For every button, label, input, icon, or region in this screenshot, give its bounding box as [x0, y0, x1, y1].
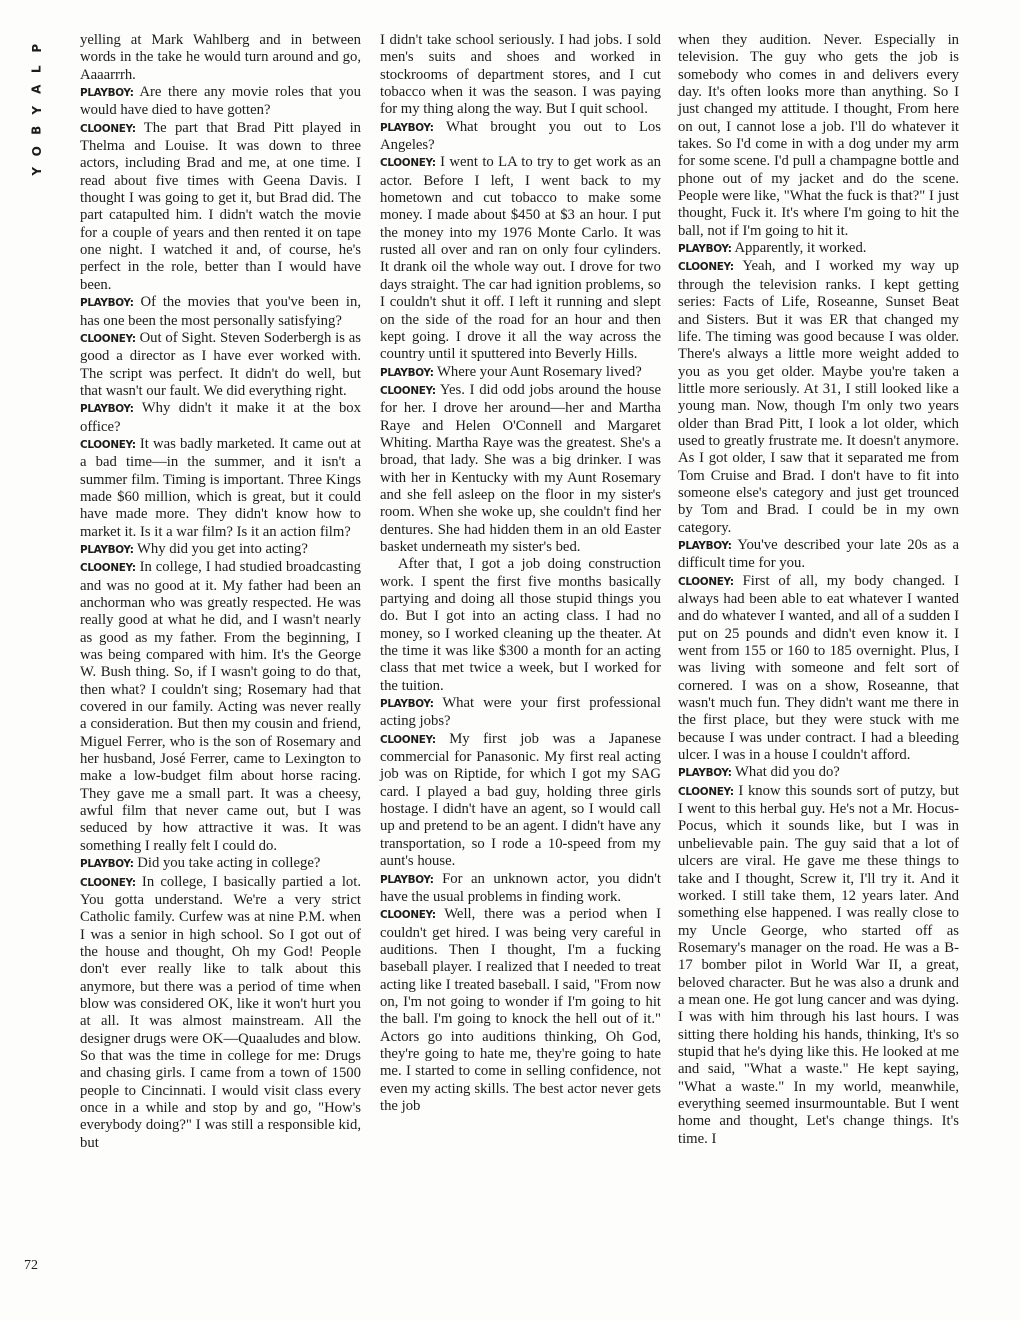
speaker-label: PLAYBOY: [678, 767, 732, 780]
paragraph-text: After that, I got a job doing construction work. I spent the first five months basically partying and doing all those stupid things you do. But I got into an acting class. I had no money, so I worked cleaning up the theater. At the time it was like $300 a month for an acting class that met twice a week, but I worked for the tuition. [380, 556, 661, 694]
text-column-1 [80, 32, 361, 1152]
speaker-label: PLAYBOY: [678, 243, 732, 256]
paragraph-text: Why didn't it make it at the box office? [80, 400, 361, 435]
interview-paragraph [678, 764, 959, 782]
paragraph-text: Yes. I did odd jobs around the house for her. I drove her around—her and Martha Raye and Helen O'Connell and Margaret Whiting. Martha Raye was the greatest. She's a broad, that lady. She was a big drinker. I was with her in Kentucky with my Aunt Rosemary and she fell asleep on the floor in my sister's room. When she woke up, she couldn't find her dentures. She had hidden them in an old Easter basket underneath my sister's bed. [380, 381, 661, 555]
interview-paragraph [380, 556, 661, 695]
interview-paragraph [380, 871, 661, 907]
interview-paragraph [678, 573, 959, 765]
paragraph-text: Did you take acting in college? [137, 855, 321, 872]
interview-paragraph [80, 330, 361, 400]
interview-paragraph [80, 32, 361, 84]
interview-paragraph [678, 537, 959, 573]
paragraph-text: My first job was a Japanese commercial for Panasonic. My first real acting job was on Riptide, for which I got my SAG card. I played a bad guy, holding three girls hostage. I didn't have an agent, so I would call up and pretend to be an agent. I didn't have any transportation, so I rode a 10-speed from my aunt's house. [380, 730, 661, 870]
speaker-label: PLAYBOY: [380, 698, 434, 711]
paragraph-text: What brought you out to Los Angeles? [380, 118, 661, 154]
speaker-label: PLAYBOY: [80, 297, 134, 310]
masthead-letter: A [29, 84, 44, 94]
speaker-label: PLAYBOY: [80, 87, 134, 100]
speaker-label: CLOONEY: [678, 785, 734, 798]
speaker-label: CLOONEY: [678, 575, 734, 588]
paragraph-text: Apparently, it worked. [734, 240, 867, 257]
speaker-label: PLAYBOY: [80, 543, 134, 556]
speaker-label: CLOONEY: [80, 876, 136, 889]
speaker-label: PLAYBOY: [380, 873, 434, 886]
paragraph-text: It was badly marketed. It came out at a bad time—in the summer, and it isn't a summer film. Timing is important. Three Kings made $60 million, which is great, but it could have made more. They didn't know how to market it. Is it a war film? Is it an action film? [80, 435, 362, 540]
interview-paragraph [380, 364, 661, 382]
interview-paragraph [380, 695, 661, 731]
interview-paragraph [80, 541, 361, 559]
speaker-label: CLOONEY: [380, 157, 436, 170]
paragraph-text: Why did you get into acting? [137, 540, 308, 557]
speaker-label: CLOONEY: [380, 909, 436, 922]
interview-paragraph [678, 240, 959, 258]
interview-paragraph [380, 382, 661, 556]
speaker-label: CLOONEY: [80, 438, 136, 451]
masthead-letter: Y [29, 105, 44, 115]
page-number: 72 [24, 1258, 38, 1273]
interview-paragraph [80, 400, 361, 436]
interview-paragraph [80, 855, 361, 873]
masthead-letter: O [29, 145, 44, 156]
paragraph-text: Are there any movie roles that you would have died to have gotten? [80, 84, 361, 119]
paragraph-text: Of the movies that you've been in, has one been the most personally satisfying? [80, 294, 362, 329]
interview-paragraph [80, 874, 361, 1153]
interview-paragraph [380, 731, 661, 871]
paragraph-text: You've described your late 20s as a difficult time for you. [678, 536, 959, 572]
paragraph-text: Well, there was a period when I couldn't get hired. I was being very careful in auditions. Then I thought, I'm a fucking baseball player. I realized that I needed to treat acting like I treated baseball. I said, "From now on, I'm not going to wonder if I'm going to hit the ball. I'm going to knock the hell out of it." Actors go into auditions thinking, Oh God, they're going to hate me, they're going to hate me. I started to come in selling confidence, not even my acting skills. The best actor never gets the job [380, 906, 661, 1114]
paragraph-text: when they audition. Never. Especially in television. The guy who gets the job is somebody who comes in and delivers every day. It's often looks more than anything. So I just changed my attitude. I thought, From here on out, I cannot lose a job. I'll do whatever it takes. So I'd come in with a dog under my arm for some scene. I'd pull a champagne bottle and phone out of my jacket and do the scene. People were like, "What the fuck is that?" I just thought, Fuck it. It's where I'm going to hit the ball, not if I'm going to hit it. [678, 32, 959, 239]
speaker-label: PLAYBOY: [80, 858, 134, 871]
paragraph-text: In college, I had studied broadcasting and was no good at it. My father had been an anchorman who was greatly respected. He was really good at what he did, and I wasn't nearly as good as my father. From the beginning, I was being compared with him. It's the George W. Bush thing. So, if I wasn't going to do that, then what? I couldn't sing; Rosemary had that covered in our family. Acting was never really a consideration. But then my cousin and friend, Miguel Ferrer, who is the son of Rosemary and her husband, José Ferrer, came to Lexington to make a low-budget film about horse racing. They gave me a small part. It was a cheesy, awful film that never came out, but I was seduced by how attractive it was. It was something I really felt I could do. [80, 559, 361, 854]
speaker-label: PLAYBOY: [80, 403, 134, 416]
paragraph-text: What were your first professional acting jobs? [380, 695, 661, 730]
playboy-vertical-masthead [26, 38, 48, 182]
interview-paragraph [80, 120, 361, 294]
speaker-label: CLOONEY: [678, 261, 734, 274]
masthead-letter: Y [29, 166, 44, 176]
paragraph-text: Where your Aunt Rosemary lived? [437, 363, 642, 380]
paragraph-text: Yeah, and I worked my way up through the television ranks. I kept getting series: Facts of Life, Roseanne, Sunset Beat and Sisters. But it was ER that changed my life. The timing was good because I was older. There's always a little more weight added to you as you get older. Maybe you're taken a little more seriously. At 31, I still looked like a young man. Now, though I'm only two years older than Brad Pitt, I look a lot older, which used to greatly frustrate me. It doesn't anymore. As I got older, I saw that it separated me from Tom Cruise and Brad. I don't have to fit into someone else's category and just get trounced by Tom and Brad. I could be in my own category. [678, 258, 959, 536]
interview-paragraph [80, 84, 361, 120]
speaker-label: PLAYBOY: [380, 121, 434, 134]
paragraph-text: For an unknown actor, you didn't have the usual problems in finding work. [380, 870, 661, 905]
speaker-label: CLOONEY: [380, 384, 436, 397]
interview-paragraph [678, 258, 959, 537]
speaker-label: CLOONEY: [80, 562, 136, 575]
interview-paragraph [678, 783, 959, 1148]
text-column-2 [380, 32, 661, 1115]
masthead-letter: B [29, 125, 44, 135]
interview-paragraph [80, 436, 361, 541]
interview-paragraph [678, 32, 959, 240]
masthead-letter: L [29, 64, 44, 73]
speaker-label: PLAYBOY: [380, 366, 434, 379]
interview-paragraph [380, 119, 661, 155]
paragraph-text: What did you do? [735, 764, 840, 781]
paragraph-text: yelling at Mark Wahlberg and in between words in the take he would turn around and go, Aaaarrrh. [80, 32, 361, 83]
interview-paragraph [380, 154, 661, 363]
speaker-label: CLOONEY: [80, 122, 136, 135]
speaker-label: CLOONEY: [380, 733, 436, 746]
interview-paragraph [380, 32, 661, 119]
interview-paragraph [80, 559, 361, 855]
paragraph-text: In college, I basically partied a lot. You gotta understand. We're a very strict Catholic family. Curfew was at nine P.M. when I was a senior in high school. So I got out of the house and thought, Oh my God! People don't ever really like to talk about this anymore, but there was a period of time when blow was considered OK, like it won't hurt you at all. It was almost mainstream. All the designer drugs were OK—Quaaludes and blow. So that was the time in college for me: Drugs and chasing girls. I came from a town of 1500 people to Cincinnati. I would visit class every once in a while and stop by and go, "How's everybody doing?" I was still a responsible kid, but [80, 873, 361, 1151]
text-column-3 [678, 32, 959, 1148]
speaker-label: CLOONEY: [80, 332, 136, 345]
interview-paragraph [380, 906, 661, 1115]
interview-paragraph [80, 294, 361, 330]
paragraph-text: The part that Brad Pitt played in Thelma and Louise. It was down to three actors, including Brad and me, at one time. I read about five times with Geena Davis. I thought I was going to get it, but Brad did. The part catapulted him. I didn't watch the movie for a couple of years and then rented it on tape one night. I watched it and, of course, he's perfect in the role, better than I would have been. [80, 119, 361, 293]
speaker-label: PLAYBOY: [678, 539, 732, 552]
paragraph-text: I went to LA to try to get work as an actor. Before I left, I went back to my hometown and cut tobacco to make some money. I made about $450 at $3 an hour. I put the money into my 1976 Monte Carlo. It was rusted all over and ran on only four cylinders. It drank oil the whole way out. I drove for two days straight. The car had ignition problems, so I couldn't shut it off. I left it running and slept on the side of the road for an hour and then kept going. I drove it all the way across the country until it sputtered into Beverly Hills. [380, 154, 661, 363]
paragraph-text: I know this sounds sort of putzy, but I went to this herbal guy. He's not a Mr. Hocus-Pocus, which it sounds like, but I was in unbelievable pain. The guy said that a lot of ulcers are viral. He gave me these things to take and I thought, Screw it, I'll try it. And it worked. I still take them, 12 years later. And something else happened. I was really close to my Uncle George, who started off as Rosemary's manager on the road. He was a B-17 bomber pilot in World War II, a great, beloved character. But he was also a drunk and a mean one. He got lung cancer and was dying. I was with him through his last hours. I was sitting there holding his hands, thinking, It's so stupid that he's dying like this. He looked at me and said, "What a waste." He kept saying, "What a waste." In my world, meanwhile, everything seemed insurmountable. But I went home and thought, Let's change things. It's time. I [678, 782, 959, 1147]
paragraph-text: First of all, my body changed. I always had been able to eat whatever I wanted and do whatever I wanted, and all of a sudden I put on 25 pounds and didn't even know it. I went from 155 or 160 to 185 overnight. Plus, I was living with someone and felt sort of cornered. I was on a show, Roseanne, that wasn't much fun. They didn't want me there in the first place, but they were stuck with me because I was under contract. I had a bleeding ulcer. I was in a house I couldn't afford. [678, 572, 959, 764]
paragraph-text: I didn't take school seriously. I had jobs. I sold men's suits and shoes and worked in stockrooms of department stores, and I cut tobacco when it was the season. I was paying for my thing along the way. But I quit school. [380, 32, 661, 118]
masthead-letter: P [29, 43, 44, 53]
paragraph-text: Out of Sight. Steven Soderbergh is as good a director as I have ever worked with. The script was perfect. It didn't do well, but that wasn't our fault. We did everything right. [80, 329, 362, 399]
